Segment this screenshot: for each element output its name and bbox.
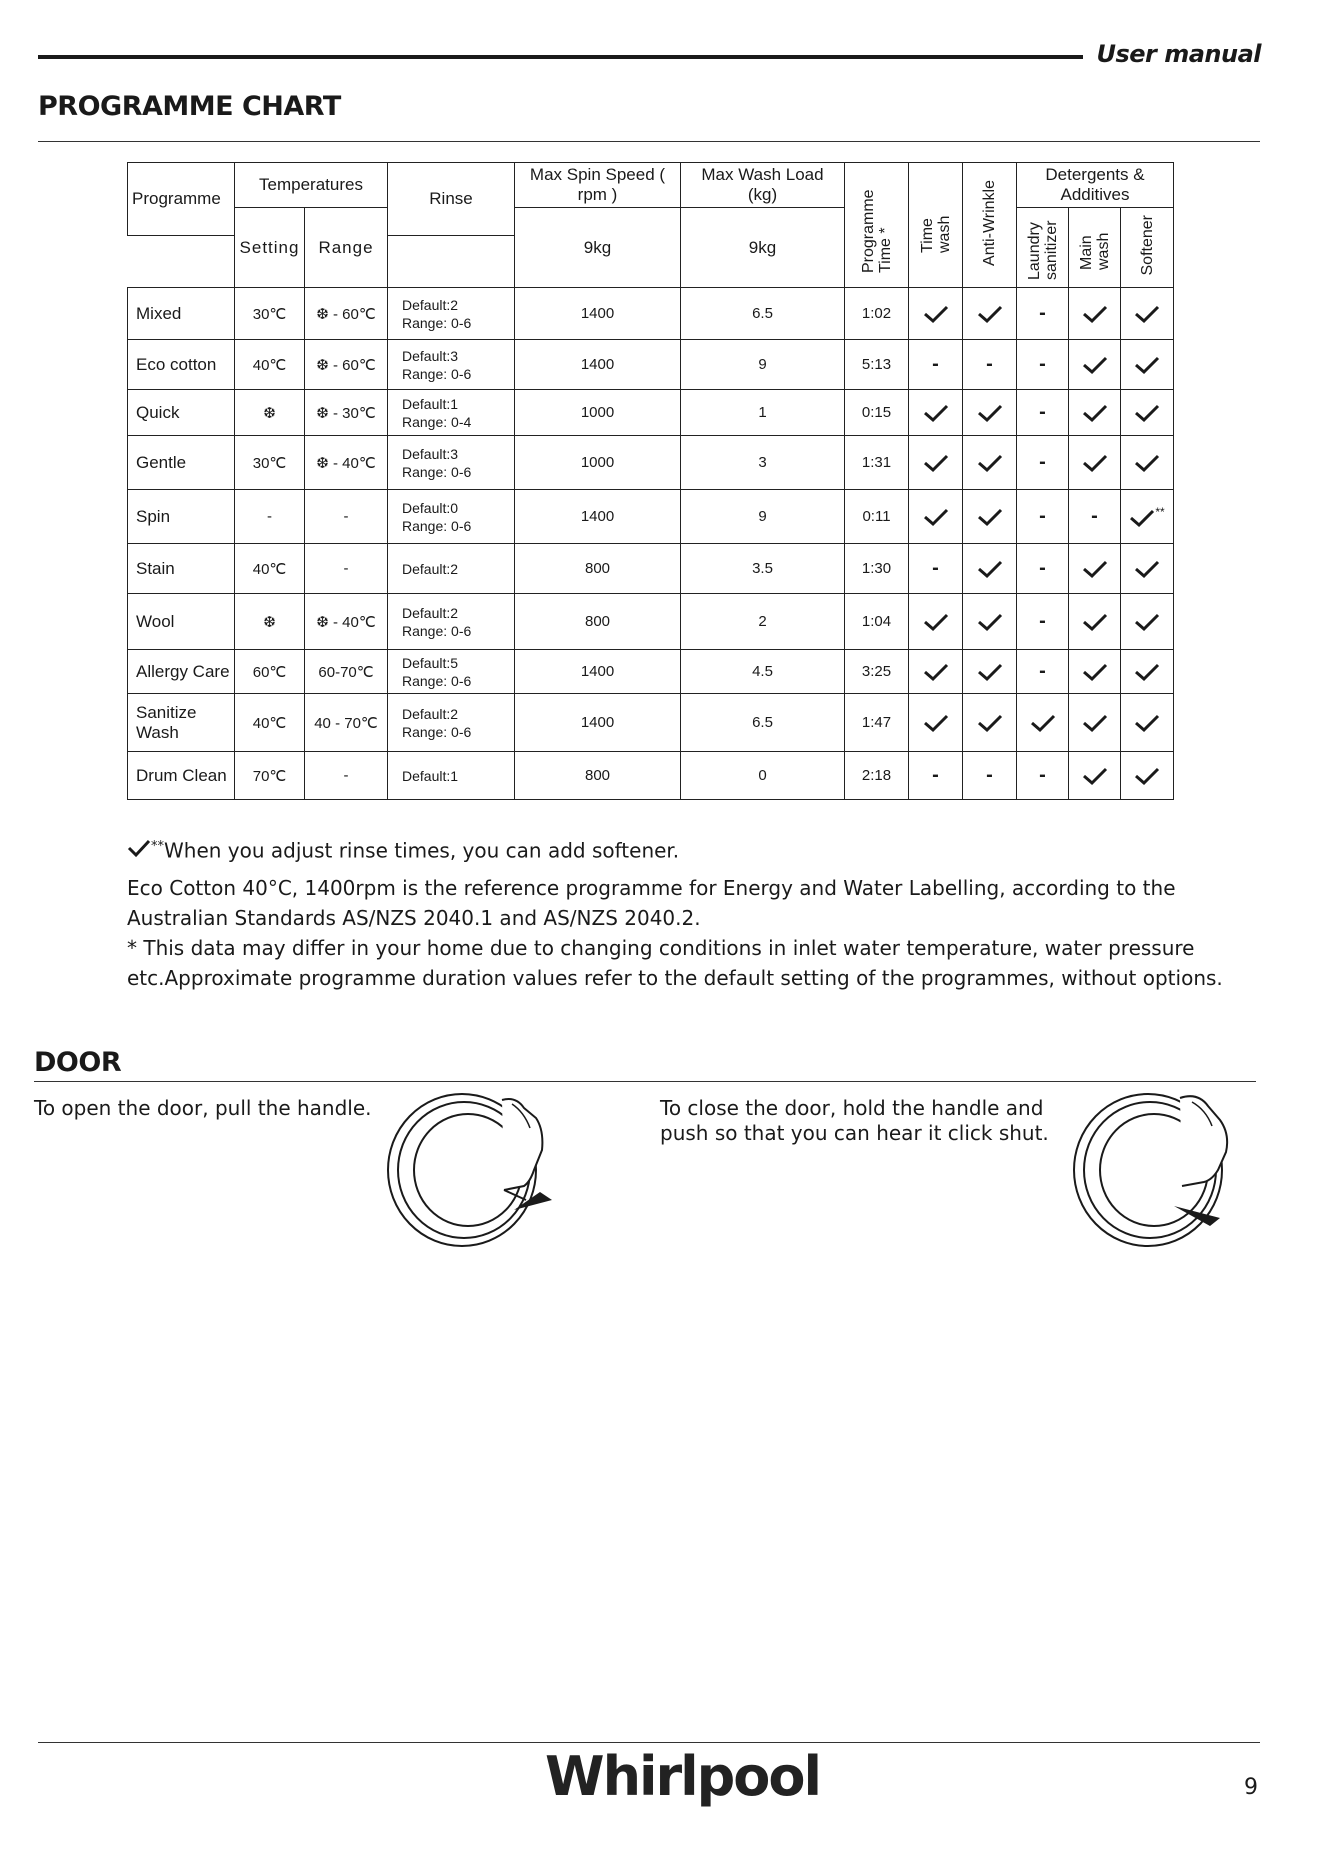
header-max-load bbox=[681, 163, 845, 208]
anti-wrinkle-mark bbox=[963, 340, 1017, 390]
temperature-range: ❆ - 60℃ bbox=[305, 340, 388, 390]
check-icon bbox=[977, 304, 1003, 321]
header-rinse: Rinse bbox=[388, 163, 515, 236]
programme-time: 0:11 bbox=[845, 490, 909, 544]
check-icon bbox=[977, 403, 1003, 420]
dash-icon: - bbox=[932, 353, 939, 375]
reference-note bbox=[127, 873, 1223, 993]
check-icon bbox=[1082, 766, 1108, 783]
table-row bbox=[128, 544, 1174, 594]
rinse-cell bbox=[388, 340, 515, 390]
anti-wrinkle-mark bbox=[963, 752, 1017, 800]
max-wash-load: 3.5 bbox=[681, 544, 845, 594]
softener-mark bbox=[1121, 694, 1174, 752]
rinse-cell bbox=[388, 544, 515, 594]
programme-name: Wool bbox=[128, 594, 235, 650]
softener-mark bbox=[1121, 650, 1174, 694]
softener-mark bbox=[1121, 752, 1174, 800]
dash-icon: - bbox=[1039, 660, 1046, 682]
max-spin-speed: 1400 bbox=[515, 288, 681, 340]
max-spin-speed: 1400 bbox=[515, 694, 681, 752]
header-max-spin bbox=[515, 163, 681, 208]
footer-rule bbox=[38, 1742, 1260, 1743]
check-icon bbox=[977, 507, 1003, 524]
rinse-cell bbox=[388, 650, 515, 694]
temperature-setting: ❆ bbox=[235, 390, 305, 436]
max-wash-load: 6.5 bbox=[681, 694, 845, 752]
check-icon bbox=[1134, 453, 1160, 470]
header-max-load-label: Max Wash Load (kg) bbox=[701, 165, 824, 204]
rinse-range: Range: 0-6 bbox=[402, 314, 472, 331]
programme-name: Eco cotton bbox=[128, 340, 235, 390]
max-spin-speed: 1000 bbox=[515, 436, 681, 490]
laundry-sanitizer-mark bbox=[1017, 650, 1069, 694]
max-wash-load: 3 bbox=[681, 436, 845, 490]
table-row bbox=[128, 594, 1174, 650]
laundry-sanitizer-mark bbox=[1017, 288, 1069, 340]
door-rule bbox=[34, 1081, 1256, 1082]
check-icon bbox=[1134, 766, 1160, 783]
rinse-default: Default:0 bbox=[402, 499, 459, 516]
check-icon bbox=[1082, 453, 1108, 470]
header-softener bbox=[1121, 208, 1174, 288]
time-wash-mark bbox=[909, 544, 963, 594]
disclaimer-line1: * This data may differ in your home due to changing conditions in inlet water temperature, water pressure bbox=[127, 936, 1195, 960]
dash-icon: - bbox=[1039, 505, 1046, 527]
time-wash-mark bbox=[909, 650, 963, 694]
anti-wrinkle-mark bbox=[963, 694, 1017, 752]
rinse-cell bbox=[388, 490, 515, 544]
header-detergents bbox=[1017, 163, 1174, 208]
programme-name: Spin bbox=[128, 490, 235, 544]
table-row bbox=[128, 490, 1174, 544]
softener-mark bbox=[1121, 436, 1174, 490]
time-wash-mark bbox=[909, 490, 963, 544]
laundry-sanitizer-mark bbox=[1017, 752, 1069, 800]
programme-time: 3:25 bbox=[845, 650, 909, 694]
header-laundry-sanitizer-label: Laundry sanitizer bbox=[1025, 220, 1060, 280]
temperature-setting: 40℃ bbox=[235, 544, 305, 594]
softener-note-mark: ** bbox=[151, 839, 164, 854]
temperature-range: - bbox=[305, 752, 388, 800]
check-icon bbox=[1134, 559, 1160, 576]
softener-mark bbox=[1121, 288, 1174, 340]
temperature-setting: 70℃ bbox=[235, 752, 305, 800]
anti-wrinkle-mark bbox=[963, 544, 1017, 594]
rinse-range: Range: 0-6 bbox=[402, 723, 472, 740]
softener-mark bbox=[1121, 594, 1174, 650]
max-spin-speed: 1000 bbox=[515, 390, 681, 436]
rinse-default: Default:2 bbox=[402, 705, 459, 722]
max-spin-speed: 1400 bbox=[515, 490, 681, 544]
time-wash-mark bbox=[909, 752, 963, 800]
temperature-range: - bbox=[305, 544, 388, 594]
temperature-setting: 40℃ bbox=[235, 694, 305, 752]
rinse-default: Default:3 bbox=[402, 347, 459, 364]
door-close-text-line1: To close the door, hold the handle and bbox=[660, 1096, 1044, 1120]
max-wash-load: 9 bbox=[681, 340, 845, 390]
time-wash-mark bbox=[909, 436, 963, 490]
door-close-text bbox=[660, 1096, 1049, 1146]
anti-wrinkle-mark bbox=[963, 288, 1017, 340]
main-wash-mark bbox=[1069, 340, 1121, 390]
check-icon bbox=[977, 559, 1003, 576]
reference-note-line2: Australian Standards AS/NZS 2040.1 and AS/NZS 2040.2. bbox=[127, 906, 701, 930]
header-detergents-label: Detergents & Additives bbox=[1045, 165, 1145, 204]
rinse-cell bbox=[388, 752, 515, 800]
door-close-illustration bbox=[1070, 1090, 1240, 1250]
header-main-wash bbox=[1069, 208, 1121, 288]
programme-time: 1:31 bbox=[845, 436, 909, 490]
programme-name: Gentle bbox=[128, 436, 235, 490]
programme-time: 1:04 bbox=[845, 594, 909, 650]
temperature-range: ❆ - 40℃ bbox=[305, 594, 388, 650]
header-programme-time-label: Programme Time * bbox=[859, 188, 894, 273]
programme-time: 1:47 bbox=[845, 694, 909, 752]
check-icon bbox=[1134, 612, 1160, 629]
check-icon bbox=[923, 612, 949, 629]
dash-icon: - bbox=[1091, 505, 1098, 527]
dash-icon: - bbox=[1039, 401, 1046, 423]
laundry-sanitizer-mark bbox=[1017, 490, 1069, 544]
max-wash-load: 6.5 bbox=[681, 288, 845, 340]
temperature-range: - bbox=[305, 490, 388, 544]
check-icon bbox=[923, 453, 949, 470]
programme-name: Allergy Care bbox=[128, 650, 235, 694]
dash-icon: - bbox=[1039, 451, 1046, 473]
softener-mark bbox=[1121, 340, 1174, 390]
door-open-illustration bbox=[384, 1090, 554, 1250]
max-wash-load: 0 bbox=[681, 752, 845, 800]
softener-mark bbox=[1121, 390, 1174, 436]
laundry-sanitizer-mark bbox=[1017, 390, 1069, 436]
main-wash-mark bbox=[1069, 390, 1121, 436]
main-wash-mark bbox=[1069, 490, 1121, 544]
rinse-range: Range: 0-6 bbox=[402, 672, 472, 689]
dash-icon: - bbox=[932, 557, 939, 579]
programme-time: 1:02 bbox=[845, 288, 909, 340]
header-programme: Programme bbox=[128, 163, 235, 236]
page-number: 9 bbox=[1244, 1775, 1258, 1800]
max-wash-load: 4.5 bbox=[681, 650, 845, 694]
disclaimer-line2: etc.Approximate programme duration values refer to the default setting of the programmes, without options. bbox=[127, 966, 1223, 990]
check-icon bbox=[923, 713, 949, 730]
main-wash-mark bbox=[1069, 436, 1121, 490]
time-wash-mark bbox=[909, 390, 963, 436]
rinse-cell bbox=[388, 436, 515, 490]
reference-note-line1: Eco Cotton 40°C, 1400rpm is the reference programme for Energy and Water Labelling, according to the bbox=[127, 876, 1176, 900]
softener-note bbox=[127, 832, 679, 866]
check-icon bbox=[1134, 355, 1160, 372]
programme-name: Mixed bbox=[128, 288, 235, 340]
rinse-default: Default:5 bbox=[402, 654, 459, 671]
rinse-cell bbox=[388, 288, 515, 340]
main-wash-mark bbox=[1069, 544, 1121, 594]
check-icon bbox=[977, 662, 1003, 679]
programme-chart-title: PROGRAMME CHART bbox=[38, 91, 341, 122]
laundry-sanitizer-mark bbox=[1017, 594, 1069, 650]
softener-note-mark: ** bbox=[1155, 504, 1165, 519]
dash-icon: - bbox=[1039, 610, 1046, 632]
rinse-default: Default:1 bbox=[402, 395, 459, 412]
header-time-wash-label: Time wash bbox=[918, 215, 953, 253]
anti-wrinkle-mark bbox=[963, 594, 1017, 650]
check-icon bbox=[1030, 713, 1056, 730]
softener-mark bbox=[1121, 544, 1174, 594]
temperature-setting: 40℃ bbox=[235, 340, 305, 390]
time-wash-mark bbox=[909, 340, 963, 390]
check-icon bbox=[1134, 403, 1160, 420]
temperature-range: ❆ - 40℃ bbox=[305, 436, 388, 490]
door-open-text: To open the door, pull the handle. bbox=[34, 1096, 372, 1120]
header-max-spin-label: Max Spin Speed ( rpm ) bbox=[529, 165, 666, 204]
rinse-cell bbox=[388, 390, 515, 436]
check-icon bbox=[977, 713, 1003, 730]
header-temperatures: Temperatures bbox=[235, 163, 388, 208]
check-icon bbox=[1134, 304, 1160, 321]
check-icon bbox=[1082, 403, 1108, 420]
main-wash-mark bbox=[1069, 752, 1121, 800]
programme-chart-table bbox=[127, 162, 1174, 800]
max-wash-load: 2 bbox=[681, 594, 845, 650]
dash-icon: - bbox=[986, 353, 993, 375]
rinse-default: Default:2 bbox=[402, 604, 459, 621]
max-spin-speed: 1400 bbox=[515, 340, 681, 390]
dash-icon: - bbox=[1039, 764, 1046, 786]
check-icon bbox=[977, 453, 1003, 470]
rinse-default: Default:2 bbox=[402, 296, 459, 313]
temperature-setting: 60℃ bbox=[235, 650, 305, 694]
dash-icon: - bbox=[1039, 353, 1046, 375]
check-icon bbox=[1082, 355, 1108, 372]
programme-name: Sanitize Wash bbox=[128, 694, 235, 752]
dash-icon: - bbox=[1039, 557, 1046, 579]
check-icon bbox=[1134, 662, 1160, 679]
dash-icon: - bbox=[932, 764, 939, 786]
door-title: DOOR bbox=[34, 1047, 122, 1078]
temperature-range: ❆ - 30℃ bbox=[305, 390, 388, 436]
time-wash-mark bbox=[909, 594, 963, 650]
programme-time: 5:13 bbox=[845, 340, 909, 390]
check-icon bbox=[1082, 713, 1108, 730]
check-icon bbox=[127, 839, 151, 863]
header-max-spin-sub: 9kg bbox=[515, 208, 681, 288]
max-spin-speed: 800 bbox=[515, 544, 681, 594]
laundry-sanitizer-mark bbox=[1017, 436, 1069, 490]
rinse-cell bbox=[388, 694, 515, 752]
rinse-default: Default:1 bbox=[402, 767, 459, 784]
check-icon bbox=[1134, 713, 1160, 730]
softener-mark bbox=[1121, 490, 1174, 544]
check-icon bbox=[923, 403, 949, 420]
programme-time: 0:15 bbox=[845, 390, 909, 436]
anti-wrinkle-mark bbox=[963, 436, 1017, 490]
programme-name: Quick bbox=[128, 390, 235, 436]
header-anti-wrinkle-label: Anti-Wrinkle bbox=[981, 179, 998, 266]
programme-time: 2:18 bbox=[845, 752, 909, 800]
table-row bbox=[128, 390, 1174, 436]
rinse-range: Range: 0-6 bbox=[402, 622, 472, 639]
temperature-setting: - bbox=[235, 490, 305, 544]
header-time-wash bbox=[909, 163, 963, 288]
max-wash-load: 9 bbox=[681, 490, 845, 544]
laundry-sanitizer-mark bbox=[1017, 694, 1069, 752]
laundry-sanitizer-mark bbox=[1017, 340, 1069, 390]
whirlpool-logo: Whirlpool bbox=[545, 1745, 821, 1808]
rinse-range: Range: 0-6 bbox=[402, 517, 472, 534]
check-icon bbox=[923, 662, 949, 679]
header-title: User manual bbox=[1096, 40, 1261, 68]
laundry-sanitizer-mark bbox=[1017, 544, 1069, 594]
door-close-text-line2: push so that you can hear it click shut. bbox=[660, 1121, 1049, 1145]
time-wash-mark bbox=[909, 288, 963, 340]
table-row bbox=[128, 650, 1174, 694]
table-row bbox=[128, 340, 1174, 390]
dash-icon: - bbox=[1039, 302, 1046, 324]
max-spin-speed: 800 bbox=[515, 594, 681, 650]
header-laundry-sanitizer bbox=[1017, 208, 1069, 288]
check-icon bbox=[1082, 559, 1108, 576]
temperature-setting: 30℃ bbox=[235, 436, 305, 490]
header-softener-label: Softener bbox=[1138, 214, 1156, 276]
temperature-range: 40 - 70℃ bbox=[305, 694, 388, 752]
anti-wrinkle-mark bbox=[963, 650, 1017, 694]
header-main-wash-label: Main wash bbox=[1077, 232, 1112, 270]
table-row bbox=[128, 436, 1174, 490]
temperature-setting: ❆ bbox=[235, 594, 305, 650]
softener-note-text: When you adjust rinse times, you can add softener. bbox=[164, 838, 680, 863]
check-icon bbox=[1082, 304, 1108, 321]
header-programme-time bbox=[845, 163, 909, 288]
header-anti-wrinkle bbox=[963, 163, 1017, 288]
programme-chart-rule bbox=[38, 141, 1260, 142]
header-rule bbox=[38, 55, 1083, 59]
check-icon bbox=[977, 612, 1003, 629]
programme-name: Stain bbox=[128, 544, 235, 594]
dash-icon: - bbox=[986, 764, 993, 786]
rinse-range: Range: 0-4 bbox=[402, 413, 472, 430]
programme-name: Drum Clean bbox=[128, 752, 235, 800]
main-wash-mark bbox=[1069, 288, 1121, 340]
anti-wrinkle-mark bbox=[963, 490, 1017, 544]
header-max-load-sub: 9kg bbox=[681, 208, 845, 288]
anti-wrinkle-mark bbox=[963, 390, 1017, 436]
programme-time: 1:30 bbox=[845, 544, 909, 594]
rinse-default: Default:3 bbox=[402, 445, 459, 462]
header-range: Range bbox=[305, 208, 388, 288]
table-row bbox=[128, 288, 1174, 340]
check-icon bbox=[923, 304, 949, 321]
table-row bbox=[128, 752, 1174, 800]
temperature-range: 60-70℃ bbox=[305, 650, 388, 694]
main-wash-mark bbox=[1069, 594, 1121, 650]
main-wash-mark bbox=[1069, 694, 1121, 752]
temperature-setting: 30℃ bbox=[235, 288, 305, 340]
max-spin-speed: 800 bbox=[515, 752, 681, 800]
header-setting: Setting bbox=[235, 208, 305, 288]
max-spin-speed: 1400 bbox=[515, 650, 681, 694]
main-wash-mark bbox=[1069, 650, 1121, 694]
rinse-default: Default:2 bbox=[402, 560, 459, 577]
time-wash-mark bbox=[909, 694, 963, 752]
rinse-range: Range: 0-6 bbox=[402, 463, 472, 480]
check-icon bbox=[1082, 662, 1108, 679]
rinse-range: Range: 0-6 bbox=[402, 365, 472, 382]
rinse-cell bbox=[388, 594, 515, 650]
temperature-range: ❆ - 60℃ bbox=[305, 288, 388, 340]
check-icon bbox=[1129, 509, 1155, 526]
max-wash-load: 1 bbox=[681, 390, 845, 436]
check-icon bbox=[1082, 612, 1108, 629]
table-row bbox=[128, 694, 1174, 752]
check-icon bbox=[923, 507, 949, 524]
